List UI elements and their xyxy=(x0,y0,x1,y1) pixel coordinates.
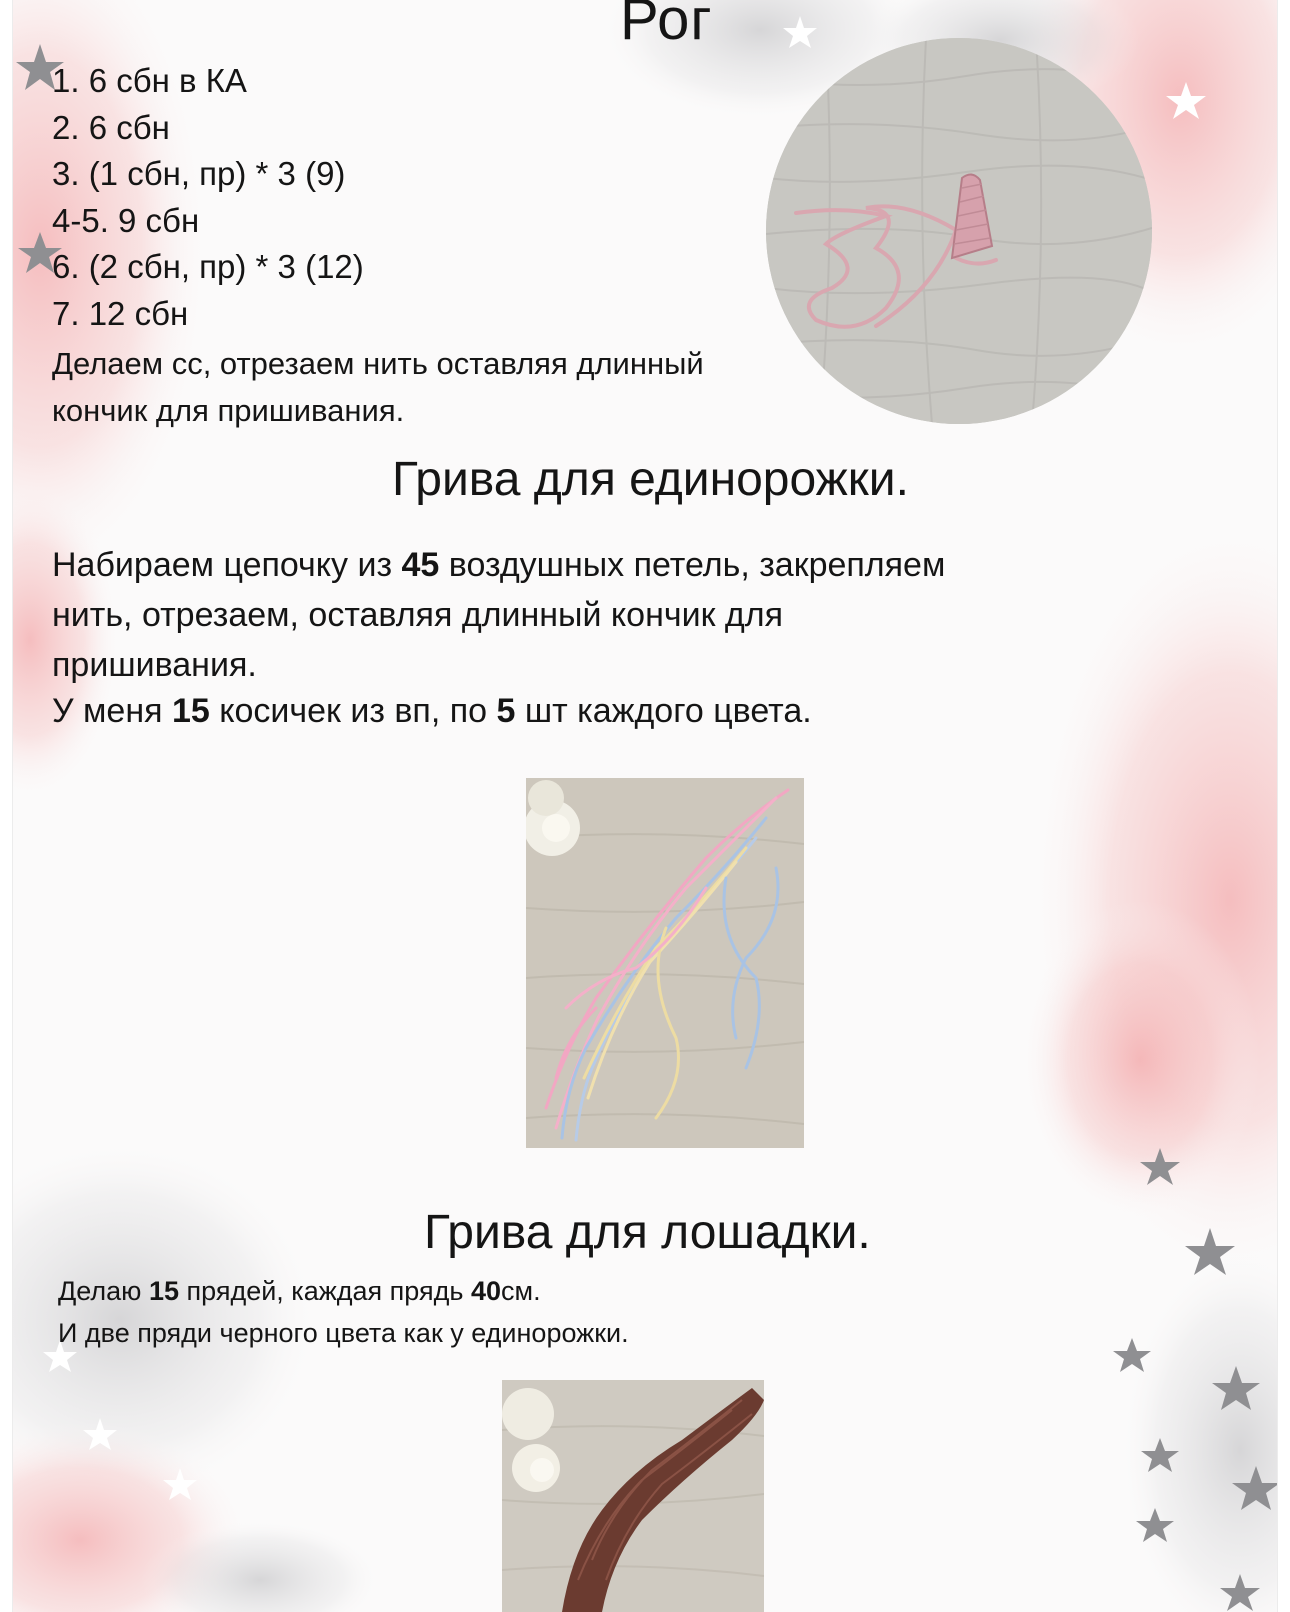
horn-step: 6. (2 сбн, пр) * 3 (12) xyxy=(52,248,364,285)
bold-number: 5 xyxy=(496,692,516,730)
instruction-line xyxy=(52,540,1232,590)
horn-photo xyxy=(766,38,1152,424)
horse-mane-instructions xyxy=(58,1270,629,1354)
unicorn-mane-count-note xyxy=(52,692,812,731)
text-fragment: Делаю xyxy=(58,1276,149,1306)
instruction-line: И две пряди черного цвета как у единорожки. xyxy=(58,1318,629,1348)
text-fragment: прядей, каждая прядь xyxy=(178,1276,471,1306)
bold-number: 45 xyxy=(401,546,440,584)
unicorn-mane-title: Грива для единорожки. xyxy=(392,453,909,506)
unicorn-mane-instructions xyxy=(52,540,1232,690)
horn-steps-list xyxy=(52,58,364,337)
bold-number: 15 xyxy=(171,692,210,730)
horn-step: 1. 6 сбн в КА xyxy=(52,62,247,99)
text-fragment: воздушных петель, закрепляем xyxy=(439,546,946,584)
instruction-line: нить, отрезаем, оставляя длинный кончик для xyxy=(52,596,783,634)
bold-number: 15 xyxy=(148,1276,179,1306)
instruction-line: пришивания. xyxy=(52,646,257,684)
horse-mane-photo xyxy=(502,1380,764,1612)
instruction-line xyxy=(58,1270,629,1312)
text-fragment: шт каждого цвета. xyxy=(515,692,812,730)
text-fragment: Набираем цепочку из xyxy=(52,546,402,584)
bold-number: 40 xyxy=(470,1276,501,1306)
text-fragment: У меня xyxy=(52,692,172,730)
text-fragment: косичек из вп, по xyxy=(209,692,497,730)
text-fragment: см. xyxy=(501,1276,541,1306)
horn-step: 3. (1 сбн, пр) * 3 (9) xyxy=(52,155,346,192)
horn-step: 2. 6 сбн xyxy=(52,108,170,146)
horn-step: 4-5. 9 сбн xyxy=(52,201,200,239)
horn-step: 7. 12 сбн xyxy=(52,294,189,332)
horn-title: Рог xyxy=(620,0,713,52)
horn-note: Делаем сс, отрезаем нить оставляя длинный кончик для пришивания. xyxy=(52,346,704,428)
horse-mane-title: Грива для лошадки. xyxy=(424,1206,871,1259)
unicorn-mane-photo xyxy=(526,778,804,1148)
